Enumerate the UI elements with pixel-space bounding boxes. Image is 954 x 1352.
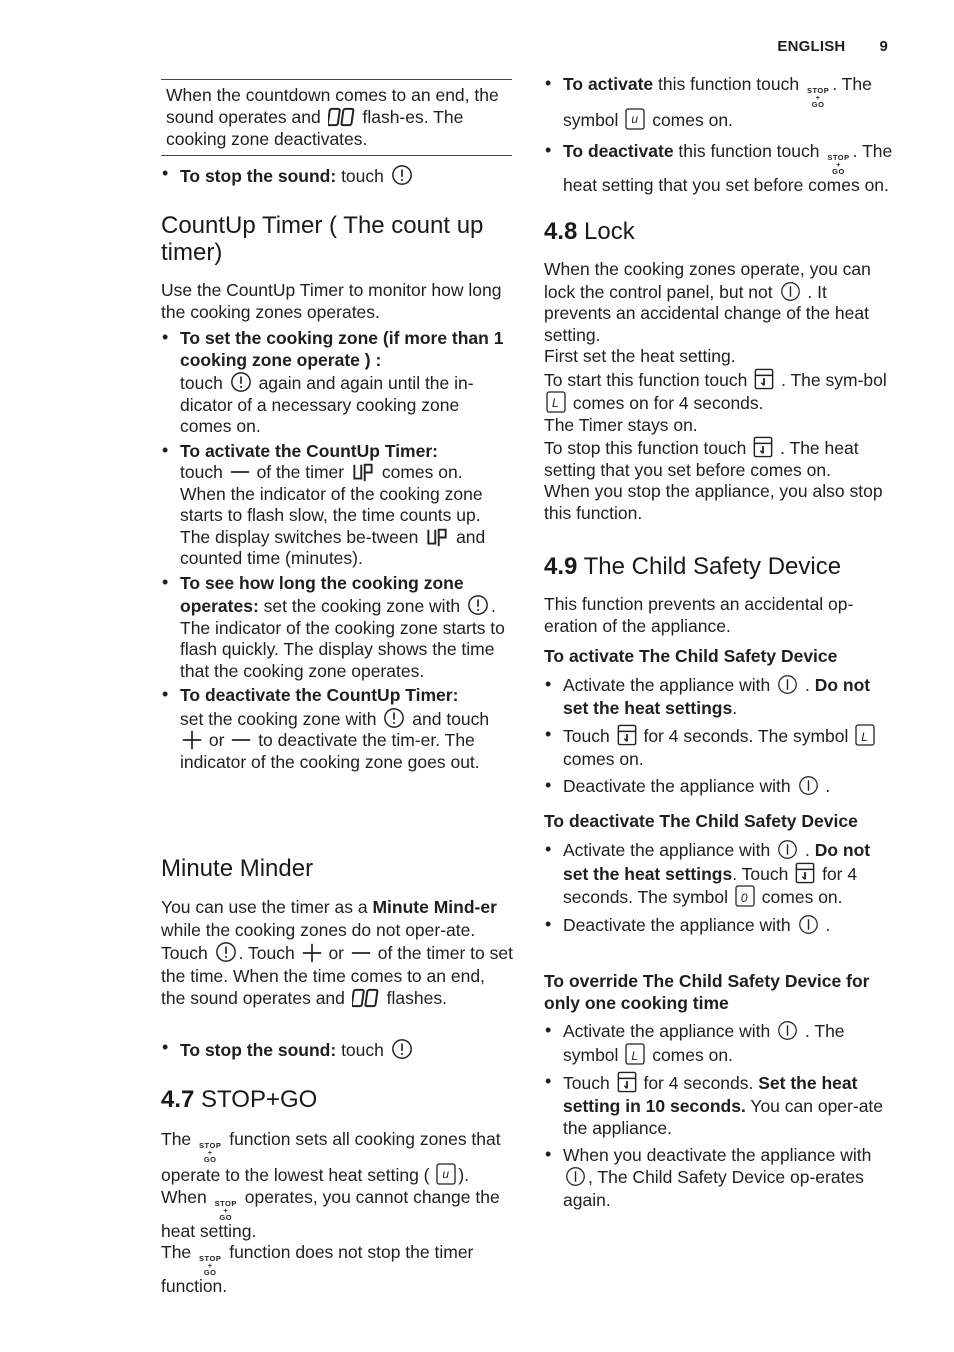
text: comes on. xyxy=(563,748,644,769)
deactivate-subheading: To deactivate The Child Safety Device xyxy=(544,811,858,831)
text: of the timer to set the time. When the time comes to an end, the sound operates and xyxy=(161,943,513,1008)
text: this function touch xyxy=(678,140,820,161)
countup-deactivate-line xyxy=(180,730,480,772)
u-label: u xyxy=(442,1167,450,1181)
on-off-icon xyxy=(780,281,801,302)
list-item xyxy=(544,1144,894,1212)
text: . The heat setting that you set before comes on. xyxy=(544,438,859,480)
stop-go-icon xyxy=(199,1255,221,1276)
text: for 4 seconds. The symbol xyxy=(563,863,858,907)
lock-heading xyxy=(544,218,894,245)
text: When the cooking zones operate, you can lock the control panel, but not xyxy=(544,259,871,302)
text: this function touch xyxy=(658,74,800,94)
text: When you deactivate the appliance with xyxy=(563,1144,872,1165)
lock-l-icon xyxy=(546,391,566,413)
stop-go-icon xyxy=(215,1200,237,1221)
lock-text xyxy=(544,259,894,524)
lock-l-icon xyxy=(855,724,875,746)
deactivate-list xyxy=(544,839,894,936)
display-00-icon xyxy=(328,107,356,127)
timer-icon xyxy=(215,941,237,963)
heat-u-icon xyxy=(436,1163,456,1185)
text: When xyxy=(161,1186,207,1207)
countup-intro: Use the CountUp Timer to monitor how long the cooking zones operates. xyxy=(161,280,502,322)
activate-subheading: To activate The Child Safety Device xyxy=(544,646,838,666)
plus-label: + xyxy=(207,1261,213,1270)
list-item xyxy=(161,441,513,570)
list-item xyxy=(544,724,894,770)
paragraph xyxy=(161,1129,513,1187)
l-label: L xyxy=(631,1048,638,1063)
stop-go-icon xyxy=(807,87,829,108)
plus-label: + xyxy=(223,1205,229,1215)
text: comes on. When the indicator of the cooking zone starts to flash slow, the time counts up. The display switches be-tween xyxy=(180,462,483,547)
text: . The symbol xyxy=(563,1021,845,1065)
text: . The symbol xyxy=(563,74,872,130)
stop-label: STOP xyxy=(199,1254,222,1263)
plus-label: + xyxy=(836,159,841,169)
text: Touch xyxy=(563,726,610,746)
section-number: 4.9 xyxy=(544,553,578,580)
text: or xyxy=(328,943,344,963)
minus-icon xyxy=(351,943,371,963)
text: and counted time (minutes). xyxy=(180,526,486,568)
text: while the cooking zones do not oper-ate. Touch xyxy=(161,919,476,963)
list-item xyxy=(161,573,513,683)
list-item xyxy=(161,328,513,438)
text: Activate the appliance with xyxy=(563,840,771,860)
on-off-icon xyxy=(777,674,798,695)
minute-minder-text xyxy=(161,896,513,1010)
paragraph xyxy=(161,1242,513,1298)
lock-l-icon xyxy=(625,1043,645,1065)
stop-label: STOP xyxy=(827,152,850,162)
countup-list xyxy=(161,328,513,773)
text: . xyxy=(804,840,810,860)
stop-sound-list-2 xyxy=(161,1038,513,1062)
text: . xyxy=(732,697,738,718)
lock-icon xyxy=(795,862,815,884)
bold-label: To activate the CountUp Timer: xyxy=(180,440,438,461)
lock-icon xyxy=(753,436,773,458)
text: to deactivate the tim-er. The indicator of the cooking zone goes out. xyxy=(180,730,480,772)
text: set the cooking zone with xyxy=(180,708,377,729)
go-label: GO xyxy=(203,1268,217,1277)
note-text-a: When the countdown comes to an end, the sound operates and xyxy=(166,85,499,127)
text: The xyxy=(161,1242,192,1262)
timer-icon xyxy=(467,594,489,616)
text: Deactivate the appliance with xyxy=(563,776,791,796)
list-item xyxy=(544,1071,894,1140)
bold-label: To deactivate xyxy=(563,140,674,161)
minute-minder-heading: Minute Minder xyxy=(161,855,314,882)
text: for 4 seconds. xyxy=(643,1073,754,1093)
text: You can use the timer as a xyxy=(161,897,368,917)
list-item xyxy=(161,1038,513,1062)
paragraph xyxy=(161,1187,513,1243)
l-label: L xyxy=(552,396,559,410)
stop-go-icon xyxy=(827,154,849,175)
text: . xyxy=(804,675,810,695)
stop-label: STOP xyxy=(806,86,830,95)
override-subheading: To override The Child Safety Device for only one cooking time xyxy=(544,971,870,1013)
text: comes on. xyxy=(652,1044,733,1065)
text: To stop this function touch xyxy=(544,438,747,458)
on-off-icon xyxy=(798,775,819,796)
text: again and again until the in-dicator of a necessary cooking zone comes on. xyxy=(180,373,474,436)
text: function sets all cooking zones that operate to the lowest heat setting ( xyxy=(161,1129,501,1185)
plus-label: + xyxy=(207,1148,213,1157)
text: touch xyxy=(341,1040,384,1060)
stop-label: STOP xyxy=(214,1198,237,1208)
stop-label: STOP xyxy=(199,1141,222,1150)
text: comes on. xyxy=(652,110,733,130)
bold-label: Do not set the heat settings xyxy=(563,840,871,884)
go-label: GO xyxy=(832,166,845,176)
zero-label: 0 xyxy=(740,891,748,905)
text: . The sym-bol xyxy=(781,369,887,390)
plus-icon xyxy=(182,730,202,750)
countdown-note xyxy=(161,79,512,156)
section-number: 4.8 xyxy=(544,218,578,245)
paragraph xyxy=(544,436,894,481)
lock-icon xyxy=(754,368,774,390)
display-up-icon xyxy=(425,528,449,547)
on-off-icon xyxy=(777,1020,798,1041)
display-00-icon xyxy=(352,988,380,1008)
text: touch xyxy=(341,166,384,186)
paragraph: The Timer stays on. xyxy=(544,414,698,435)
text: To start this function touch xyxy=(544,369,748,390)
bold-label: To activate xyxy=(563,74,654,94)
stopgo-bullets xyxy=(544,74,894,196)
list-item xyxy=(544,839,894,909)
bold-label: To see how long the cooking zone operates: xyxy=(180,572,464,616)
text: for 4 seconds. The symbol xyxy=(643,726,849,746)
timer-icon xyxy=(391,164,413,186)
text: Deactivate the appliance with xyxy=(563,914,791,935)
list-item xyxy=(544,1020,894,1066)
bold-label: Do not set the heat settings xyxy=(563,675,871,718)
bold-label: To set the cooking zone (if more than 1 cooking zone operate ) : xyxy=(180,328,504,370)
text: You can oper-ate the appliance. xyxy=(563,1095,884,1138)
minus-icon xyxy=(231,730,251,750)
text: comes on for 4 seconds. xyxy=(572,393,764,413)
section-title: The Child Safety Device xyxy=(583,553,842,580)
text: of the timer xyxy=(256,462,345,482)
override-list xyxy=(544,1020,894,1211)
timer-icon xyxy=(383,707,405,729)
countup-heading: CountUp Timer ( The count up timer) xyxy=(161,212,484,266)
text: Touch xyxy=(563,1073,610,1093)
heat-u-icon xyxy=(625,108,645,130)
section-title: STOP+GO xyxy=(201,1086,318,1113)
stop-go-icon xyxy=(199,1142,221,1163)
list-item xyxy=(161,685,513,773)
text: flashes. xyxy=(386,988,447,1008)
bold-label: To stop the sound: xyxy=(180,1040,337,1060)
paragraph xyxy=(544,368,894,415)
display-0-icon xyxy=(735,885,755,907)
display-up-icon xyxy=(351,463,375,482)
text: . xyxy=(825,914,831,935)
lock-icon xyxy=(617,724,637,746)
go-label: GO xyxy=(811,100,825,109)
bold-label: To deactivate the CountUp Timer: xyxy=(180,685,459,705)
go-label: GO xyxy=(203,1155,217,1164)
stopgo-heading xyxy=(161,1086,513,1113)
bold-label: Minute Mind-er xyxy=(372,897,497,917)
go-label: GO xyxy=(219,1212,233,1222)
language-label: ENGLISH xyxy=(777,38,846,55)
section-number: 4.7 xyxy=(161,1086,195,1113)
timer-icon xyxy=(391,1038,413,1060)
list-item xyxy=(544,914,894,937)
plus-label: + xyxy=(815,93,821,102)
text: or xyxy=(208,730,225,750)
list-item xyxy=(161,164,513,188)
on-off-icon xyxy=(777,839,798,860)
page-number: 9 xyxy=(879,38,888,55)
timer-icon xyxy=(230,371,252,393)
text: Activate the appliance with xyxy=(563,1021,771,1041)
text: . Touch xyxy=(732,863,789,884)
paragraph xyxy=(544,259,894,346)
text: Activate the appliance with xyxy=(563,675,771,695)
plus-icon xyxy=(302,943,322,963)
on-off-icon xyxy=(565,1166,586,1187)
text: . xyxy=(825,776,831,796)
activate-list xyxy=(544,674,894,798)
list-item xyxy=(544,74,894,132)
child-safety-intro: This function prevents an accidental op-eration of the appliance. xyxy=(544,594,854,636)
text: . Touch xyxy=(238,943,295,963)
list-item xyxy=(544,141,894,197)
list-item xyxy=(544,674,894,719)
text: function does not stop the timer function. xyxy=(161,1242,474,1296)
text: The xyxy=(161,1129,192,1149)
lock-icon xyxy=(617,1071,637,1093)
text: touch xyxy=(180,373,223,393)
text: set the cooking zone with xyxy=(263,596,461,616)
text: ). xyxy=(458,1165,470,1185)
paragraph: First set the heat setting. xyxy=(544,346,736,366)
list-item xyxy=(544,775,894,798)
stop-sound-list-1 xyxy=(161,164,513,188)
text: . The indicator of the cooking zone starts to flash quickly. The display shows the time that the cooking zone operates. xyxy=(180,596,505,681)
stopgo-text xyxy=(161,1129,513,1298)
page-header xyxy=(777,38,888,55)
on-off-icon xyxy=(798,914,819,935)
text: and touch xyxy=(412,708,490,729)
text: , The Child Safety Device op-erates again. xyxy=(563,1167,864,1210)
l-label: L xyxy=(861,730,868,744)
note-text-b: flash-es. The cooking zone deactivates. xyxy=(166,107,464,149)
text: . The heat setting that you set before comes on. xyxy=(563,140,893,195)
text: . It prevents an accidental change of the heat setting. xyxy=(544,281,869,345)
minus-icon xyxy=(230,462,250,482)
text: touch xyxy=(180,462,223,482)
bold-label: To stop the sound: xyxy=(180,166,337,186)
text: comes on. xyxy=(761,887,843,907)
u-label: u xyxy=(631,112,638,126)
text: operates, you cannot change the heat setting. xyxy=(161,1186,500,1241)
child-safety-heading xyxy=(544,553,894,580)
section-title: Lock xyxy=(584,218,635,245)
bold-label: Set the heat setting in 10 seconds. xyxy=(563,1073,858,1116)
paragraph: When you stop the appliance, you also stop this function. xyxy=(544,481,883,523)
